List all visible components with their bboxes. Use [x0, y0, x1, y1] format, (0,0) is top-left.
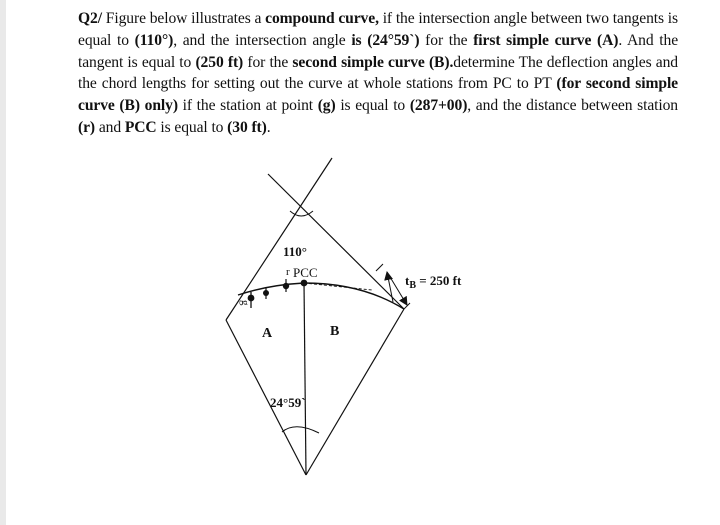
question-fragment: if the station at point	[177, 97, 318, 115]
tangent-line-left	[226, 158, 332, 320]
question-bold: PCC	[124, 118, 157, 136]
question-fragment: is equal to	[156, 118, 228, 136]
common-tangent-dashed	[304, 283, 372, 290]
question-bold: (110°)	[134, 31, 174, 49]
tangent-subscript: B	[409, 280, 417, 291]
question-fragment: if the intersection angle between two tangents is equal to	[78, 10, 678, 49]
question-bold: (g)	[317, 97, 336, 115]
point-r-label: r	[286, 266, 290, 278]
question-fragment: . And the tangent is equal to	[78, 31, 679, 71]
point-g-label: g	[239, 300, 251, 306]
question-fragment: and	[95, 118, 125, 136]
tangent-line-right	[268, 174, 404, 309]
curve-b-label: B	[330, 324, 340, 339]
radius-line-b	[306, 309, 404, 475]
tangent-symbol: t	[405, 273, 410, 288]
tangent-value: = 250 ft	[416, 273, 462, 288]
question-fragment: , and the intersection angle	[173, 31, 352, 49]
question-number: Q2/	[78, 10, 102, 27]
question-fragment: determine The deflection angles and the chord lengths for setting out the curve at whole stations from PC to PT	[78, 53, 679, 93]
question-fragment: for the	[419, 31, 474, 49]
angle-label-24-59: 24°59`	[270, 395, 306, 410]
pcc-point	[301, 280, 308, 287]
question-bold: (r)	[78, 118, 96, 136]
question-bold: is (24°59`)	[351, 31, 420, 49]
dimension-extension-top	[376, 264, 383, 271]
tangent-length-label	[405, 273, 462, 291]
question-bold: (for second simple curve (B) only)	[78, 75, 678, 115]
question-bold: (287+00)	[409, 97, 468, 115]
angle-label-110: 110°	[283, 244, 307, 259]
question-fragment: is equal to	[335, 97, 410, 115]
pcc-label: PCC	[293, 265, 318, 280]
question-bold: compound curve,	[265, 10, 379, 27]
question-bold: (30 ft)	[227, 118, 267, 136]
curve-a-arc	[238, 283, 304, 295]
curve-a-label: A	[262, 326, 273, 341]
dimension-extension-bottom	[404, 303, 410, 309]
question-fragment: Figure below illustrates a	[101, 10, 266, 27]
question-bold: first simple curve (A)	[473, 31, 619, 49]
angle-arc-bottom	[282, 427, 319, 433]
question-fragment: for the	[243, 53, 293, 71]
question-bold: (250 ft)	[195, 53, 244, 71]
curve-b-arc	[304, 283, 404, 309]
radius-line-pcc	[304, 283, 306, 475]
question-bold: second simple curve (B).	[292, 53, 454, 71]
question-fragment: , and the distance between station	[467, 97, 679, 115]
question-fragment: .	[266, 118, 271, 136]
